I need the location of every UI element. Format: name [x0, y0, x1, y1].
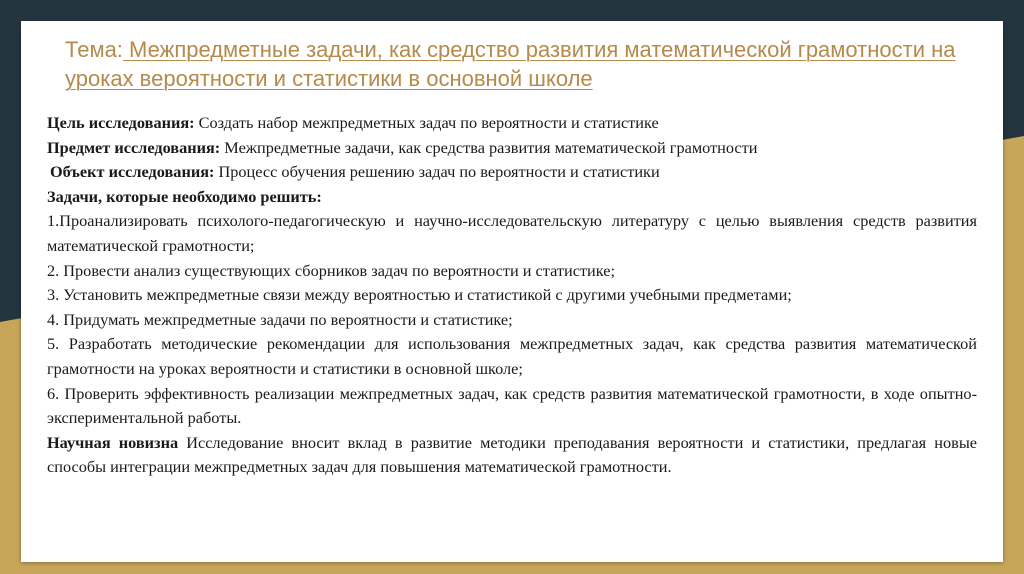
object-paragraph	[47, 160, 977, 185]
task-item: 6. Проверить эффективность реализации межпредметных задач, как средств развития математической грамотности, в ходе опытно-экспериментальной работы.	[47, 383, 977, 428]
novelty-paragraph	[47, 431, 977, 480]
task-item: 5. Разработать методические рекомендации для использования межпредметных задач, как средства развития математической грамотности на уроках вероятности и статистики в основной школе;	[47, 334, 977, 378]
tasks-heading: Задачи, которые необходимо решить:	[47, 186, 322, 206]
title-prefix: Тема:	[65, 37, 123, 62]
goal-text: Создать набор межпредметных задач по вероятности и статистике	[194, 113, 659, 132]
task-item: 1.Проанализировать психолого-педагогическую и научно-исследовательскую литературу с целью выявления средств развития математической грамотности;	[47, 211, 977, 255]
slide-title	[65, 35, 965, 93]
novelty-label: Научная новизна	[47, 432, 179, 452]
object-text: Процесс обучения решению задач по вероятности и статистики	[214, 162, 660, 182]
slide-card	[21, 21, 1003, 562]
task-item: 4. Придумать межпредметные задачи по вероятности и статистике;	[47, 309, 513, 329]
title-topic: Межпредметные задачи, как средство развития математической грамотности на уроках вероятности и статистики в основной школе	[65, 37, 956, 91]
task-item: 2. Провести анализ существующих сборников задач по вероятности и статистике;	[47, 260, 616, 280]
subject-text: Межпредметные задачи, как средства развития математической грамотности	[220, 137, 758, 157]
slide-body	[47, 111, 977, 480]
goal-paragraph	[47, 111, 977, 136]
subject-paragraph	[47, 136, 977, 161]
task-item: 3. Установить межпредметные связи между вероятностью и статистикой с другими учебными предметами;	[47, 285, 792, 305]
subject-label: Предмет исследования:	[47, 137, 221, 157]
object-label: Объект исследования:	[50, 162, 215, 182]
novelty-text: Исследование вносит вклад в развитие методики преподавания вероятности и статистики, предлагая новые способы интеграции межпредметных задач для повышения математической грамотности.	[47, 432, 977, 477]
goal-label: Цель исследования:	[47, 113, 195, 132]
